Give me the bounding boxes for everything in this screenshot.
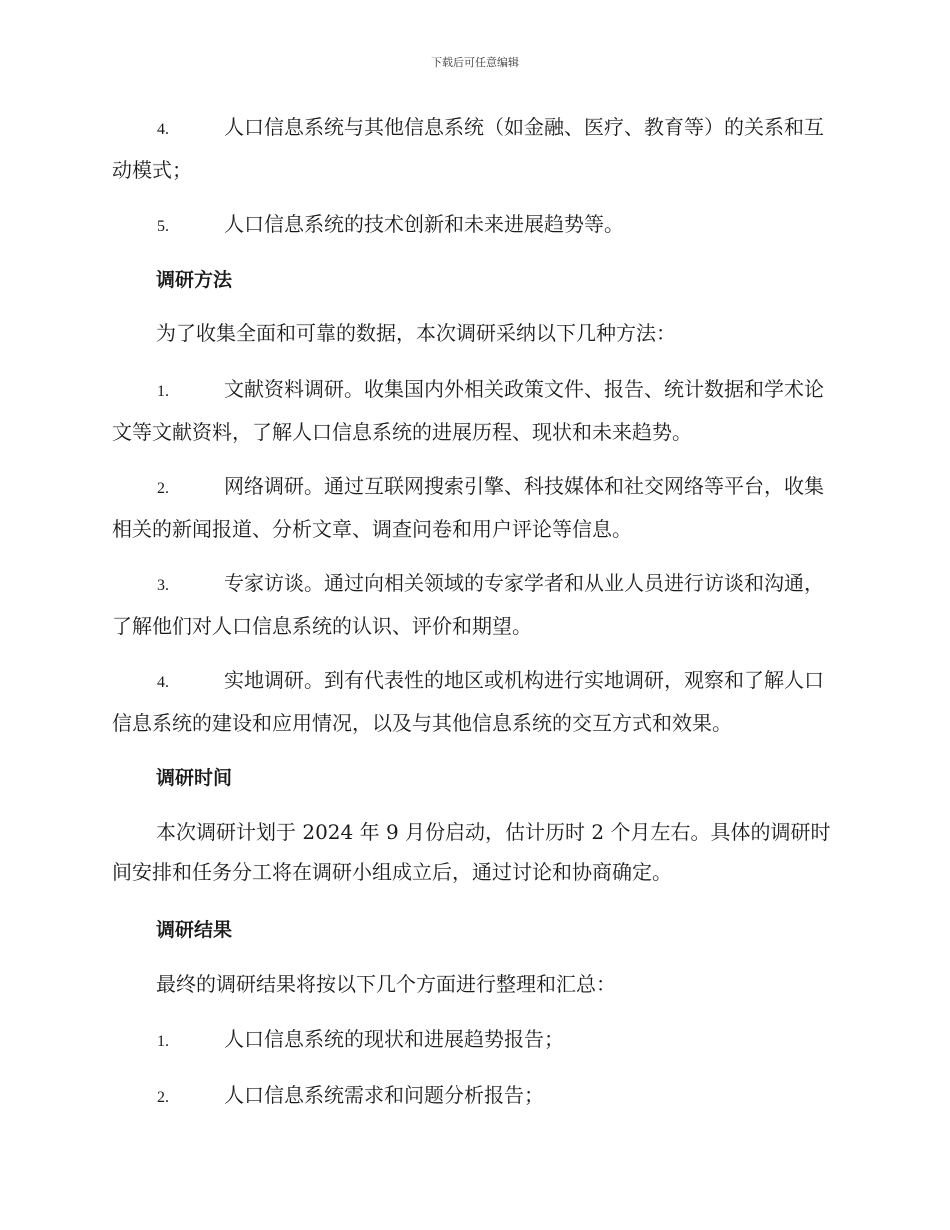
list-number: 3. [157,577,169,594]
paragraph: 本次调研计划于 2024 年 9 月份启动，估计历时 2 个月左右。具体的调研时间安排和任务分工将在调研小组成立后，通过讨论和协商确定。 [112,820,831,884]
list-item [112,1019,834,1062]
list-item [112,660,834,743]
list-number: 2. [157,1089,169,1106]
list-item [112,204,834,247]
list-item [112,563,834,646]
list-number: 1. [157,383,169,400]
section-heading-time: 调研时间 [156,767,233,789]
list-text: 人口信息系统需求和问题分析报告； [224,1083,544,1107]
list-text: 文献资料调研。收集国内外相关政策文件、报告、统计数据和学术论文等文献资料，了解人口信息系统的进展历程、现状和未来趋势。 [112,377,824,444]
list-item [112,107,834,190]
list-text: 人口信息系统的现状和进展趋势报告； [224,1027,564,1051]
list-item [112,369,834,452]
list-number: 4. [157,121,169,138]
paragraph: 为了收集全面和可靠的数据，本次调研采纳以下几种方法： [156,321,676,345]
list-text: 人口信息系统与其他信息系统（如金融、医疗、教育等）的关系和互动模式； [112,115,824,182]
list-number: 2. [157,480,169,497]
section-heading-method: 调研方法 [156,269,233,291]
list-text: 专家访谈。通过向相关领域的专家学者和从业人员进行访谈和沟通，了解他们对人口信息系统的认识、评价和期望。 [112,571,824,638]
list-text: 人口信息系统的技术创新和未来进展趋势等。 [224,212,624,236]
list-text: 网络调研。通过互联网搜索引擎、科技媒体和社交网络等平台，收集相关的新闻报道、分析文章、调查问卷和用户评论等信息。 [112,474,824,541]
section-heading-result: 调研结果 [156,919,233,941]
list-number: 5. [157,218,169,235]
list-number: 1. [157,1033,169,1050]
list-item [112,466,834,549]
paragraph: 最终的调研结果将按以下几个方面进行整理和汇总： [156,972,616,996]
page-header: 下载后可任意编辑 [431,56,519,69]
list-item [112,1075,834,1118]
list-number: 4. [157,674,169,691]
list-text: 实地调研。到有代表性的地区或机构进行实地调研，观察和了解人口信息系统的建设和应用情况，以及与其他信息系统的交互方式和效果。 [112,668,824,735]
